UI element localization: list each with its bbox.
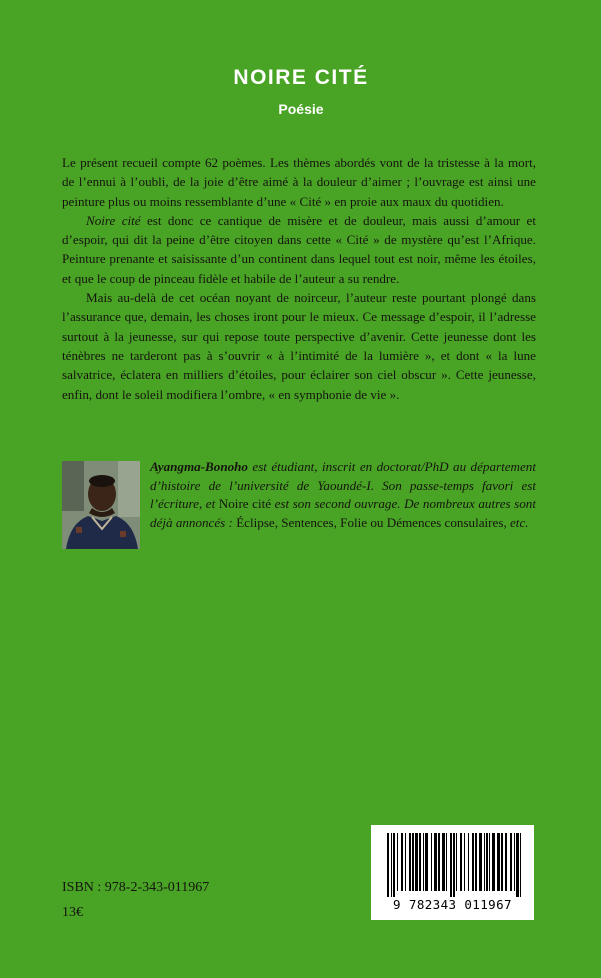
barcode-bar [472,833,474,891]
price: 13€ [62,905,83,920]
author-bio [150,458,536,532]
barcode-bar [497,833,500,891]
barcode-bar [453,833,455,897]
summary-paragraph-3: Mais au-delà de cet océan noyant de noirceur, l’auteur reste pourtant plongé dans l’assurance que, demain, les choses iront pour le mieux. Ce message d’espoir, il l’adresse surtout à la jeunesse, sur qui repose toute perspective d’avenir. Cette jeunesse dont les ténèbres ne tarderont pas à s’ouvrir « à l’intimité de la lumière », et dont « la lune salvatrice, éclatera en milliers d’étoiles, pour éclairer son ciel obscur ». Cette jeunesse, enfin, dont le soleil modifiera l’ombre, « en symphonie de vie ». [62,290,536,402]
author-bio-book: Noire cité [218,496,272,512]
book-title: NOIRE CITÉ [233,66,369,89]
barcode [371,825,534,920]
book-title-inline: Noire cité [86,212,141,228]
barcode-bar [442,833,445,891]
barcode-bar [520,833,521,897]
book-summary [62,153,536,404]
barcode-bar [489,833,490,891]
barcode-bar [450,833,452,897]
author-bio-part-2: est son second ouvrage. De nombreux autres sont déjà annoncés : [150,496,536,530]
book-genre: Poésie [278,101,324,117]
barcode-bar [456,833,457,891]
author-bio-works: Éclipse, Sentences, Folie ou Démences consulaires, [236,514,510,530]
barcode-bar [475,833,477,891]
barcode-bar [486,833,488,891]
barcode-bar [434,833,437,891]
barcode-bar [438,833,440,891]
barcode-bar [425,833,428,891]
barcode-bar [505,833,507,891]
barcode-bar [387,833,389,897]
barcode-bar [446,833,447,891]
summary-paragraph-1: Le présent recueil compte 62 poèmes. Les thèmes abordés vont de la tristesse à la mort, de l’ennui à l’oubli, de la joie d’être aimé à la douleur d’aimer ; l’ouvrage est ainsi une peinture plus ou moins ressemblante d’une « Cité » en proie aux maux du quotidien. [62,155,536,209]
barcode-bar [492,833,495,891]
barcode-bar [419,833,421,891]
barcode-bar [423,833,424,891]
author-photo [62,461,140,549]
author-bio-etc: etc. [510,514,529,530]
barcode-bars [371,825,534,897]
barcode-bar [391,833,392,897]
barcode-bar [409,833,411,891]
barcode-bar [393,833,395,897]
barcode-bar [516,833,519,897]
barcode-bar [479,833,482,891]
barcode-bar [460,833,462,891]
barcode-bar [510,833,512,891]
barcode-bar [415,833,418,891]
summary-paragraph-2-text: est donc ce cantique de misère et de douleur, mais aussi d’amour et d’espoir, qui dit la peine d’être citoyen dans cette « Cité » de mystère qu’est l’Afrique. Peinture prenante et saisissante d’un continent dans lequel tout est noir, même les étoiles, et que le coup de pinceau fidèle et habile de l’auteur a su rendre. [62,212,536,286]
barcode-bar [401,833,403,891]
barcode-bar [397,833,398,891]
barcode-bar [468,833,469,891]
barcode-digits: 9 782343 011967 [393,897,512,912]
author-name: Ayangma-Bonoho [150,459,248,474]
barcode-bar [412,833,414,891]
barcode-bar [501,833,503,891]
barcode-bar [431,833,432,891]
barcode-bar [405,833,406,891]
isbn: ISBN : 978-2-343-011967 [62,880,210,895]
summary-paragraph-2 [62,211,536,288]
barcode-bar [484,833,485,891]
author-bio-part-1: est étudiant, inscrit en doctorat/PhD au département d’histoire de l’université de Yaoundé-I. Son passe-temps favori est l’écriture, et [150,459,536,512]
barcode-bar [514,833,515,891]
barcode-bar [464,833,465,891]
author-portrait-icon [62,461,140,549]
